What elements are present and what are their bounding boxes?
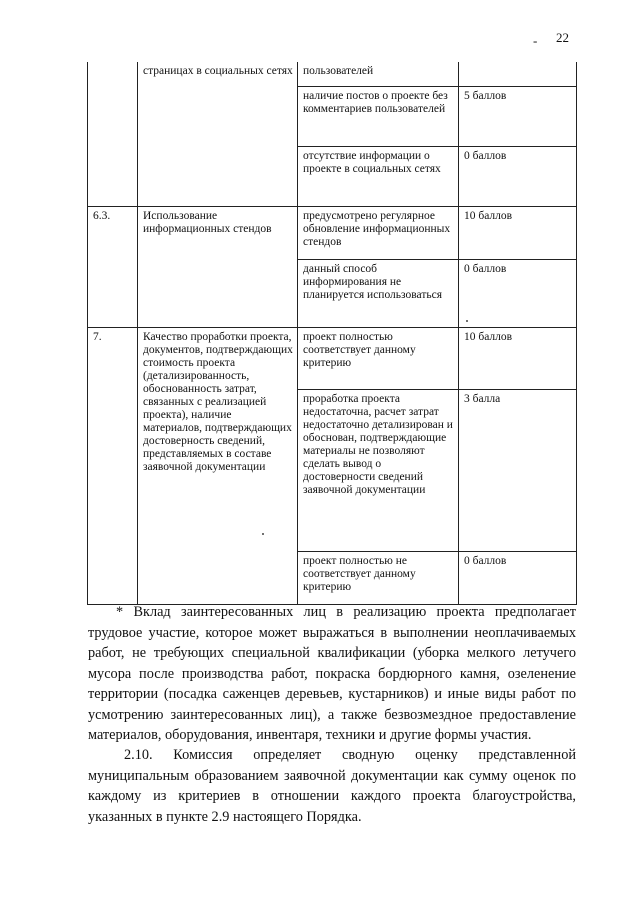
- criterion-condition: данный способ информирования не планируется использоваться: [298, 259, 459, 327]
- criterion-score: 0 баллов: [459, 146, 577, 206]
- table-row: [88, 327, 577, 389]
- criterion-number: [88, 62, 138, 206]
- criterion-condition: проект полностью не соответствует данному критерию: [298, 551, 459, 604]
- scan-speck: [466, 320, 468, 322]
- paragraph-2-10: 2.10. Комиссия определяет сводную оценку представленной муниципальным образованием заявочной документации как сумму оценок по каждому из критериев в отношении каждого проекта благоустройства, указанных в пункте 2.9 настоящего Порядка.: [88, 747, 576, 825]
- page-number: 22: [556, 30, 569, 45]
- criterion-number: 6.3.: [88, 206, 138, 327]
- scan-speck: [262, 533, 264, 535]
- criterion-condition: отсутствие информации о проекте в социальных сетях: [298, 146, 459, 206]
- criterion-condition: проработка проекта недостаточна, расчет затрат недостаточно детализирован и обоснован, подтверждающие материалы не позволяют сделать вывод о достоверности сведений заявочной документации: [298, 389, 459, 551]
- criterion-condition: пользователей: [298, 62, 459, 86]
- criterion-condition: наличие постов о проекте без комментариев пользователей: [298, 86, 459, 146]
- criterion-name: Качество проработки проекта, документов, подтверждающих стоимость проекта (детализированность, обоснованность затрат, связанных с реализацией проекта), наличие материалов, подтверждающих достоверность сведений, представляемых в составе заявочной документации: [138, 327, 298, 604]
- criterion-score: 5 баллов: [459, 86, 577, 146]
- criterion-score: 0 баллов: [459, 259, 577, 327]
- criterion-name: Использование информационных стендов: [138, 206, 298, 327]
- criterion-score: [459, 62, 577, 86]
- criterion-name: страницах в социальных сетях: [138, 62, 298, 206]
- table-row: [88, 62, 577, 86]
- criterion-score: 10 баллов: [459, 206, 577, 259]
- criterion-score: 10 баллов: [459, 327, 577, 389]
- page-dash: -: [533, 33, 538, 48]
- criterion-score: 3 балла: [459, 389, 577, 551]
- criterion-score: 0 баллов: [459, 551, 577, 604]
- criteria-table: [87, 62, 577, 605]
- footnote: * Вклад заинтересованных лиц в реализацию проекта предполагает трудовое участие, которое может выражаться в выполнении неоплачиваемых работ, не требующих специальной квалификации (уборка мелкого летучего мусора после производства работ, покраска бордюрного камня, озеленение территории (посадка саженцев деревьев, кустарников) и иные виды работ по усмотрению заинтересованных лиц), а также безвозмездное предоставление материалов, оборудования, инвентаря, техники и другие формы участия.: [88, 604, 576, 743]
- table-row: [88, 206, 577, 259]
- criterion-condition: предусмотрено регулярное обновление информационных стендов: [298, 206, 459, 259]
- criterion-number: 7.: [88, 327, 138, 604]
- criterion-condition: проект полностью соответствует данному критерию: [298, 327, 459, 389]
